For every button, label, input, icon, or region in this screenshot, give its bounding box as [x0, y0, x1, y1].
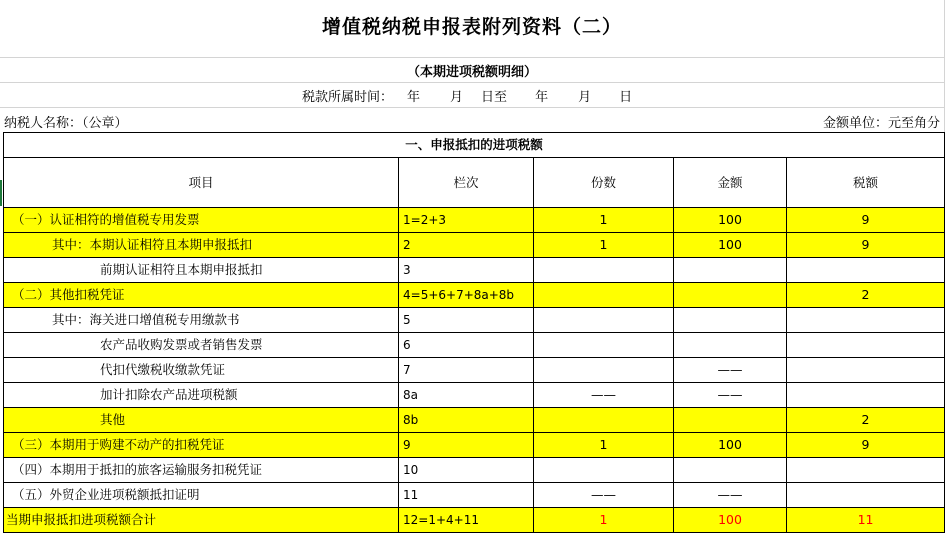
cell-tax[interactable]: 9 [787, 433, 945, 458]
period-month: 月 [450, 90, 464, 105]
cell-line[interactable]: 9 [399, 433, 534, 458]
cell-item[interactable]: 代扣代缴税收缴款凭证 [4, 358, 399, 383]
cell-line[interactable]: 4=5+6+7+8a+8b [399, 283, 534, 308]
cell-count[interactable] [534, 408, 674, 433]
header-row [4, 158, 945, 208]
tax-period [302, 86, 632, 105]
cell-line[interactable]: 7 [399, 358, 534, 383]
grid-line [944, 0, 945, 132]
cell-amount[interactable] [674, 283, 787, 308]
cell-count[interactable]: 1 [534, 508, 674, 533]
form-subtitle: （本期进项税额明细） [406, 65, 537, 80]
cell-count[interactable] [534, 358, 674, 383]
cell-item[interactable]: （三）本期用于购建不动产的扣税凭证 [4, 433, 399, 458]
table-row [4, 208, 945, 233]
period-day-2: 日 [619, 90, 633, 105]
cell-line[interactable]: 8a [399, 383, 534, 408]
header-count[interactable]: 份数 [534, 158, 674, 208]
table-row [4, 258, 945, 283]
cell-amount[interactable]: 100 [674, 233, 787, 258]
table-row [4, 383, 945, 408]
table-row [4, 433, 945, 458]
period-year: 年 [407, 90, 421, 105]
cell-tax[interactable] [787, 358, 945, 383]
header-amount[interactable]: 金额 [674, 158, 787, 208]
cell-count[interactable]: —— [534, 483, 674, 508]
cell-tax[interactable]: 2 [787, 283, 945, 308]
table-row [4, 508, 945, 533]
cell-count[interactable] [534, 458, 674, 483]
table-row [4, 458, 945, 483]
cell-line[interactable]: 12=1+4+11 [399, 508, 534, 533]
cell-item[interactable]: 当期申报抵扣进项税额合计 [4, 508, 399, 533]
header-item[interactable]: 项目 [4, 158, 399, 208]
cell-tax[interactable] [787, 258, 945, 283]
cell-line[interactable]: 5 [399, 308, 534, 333]
grid-line [0, 107, 944, 108]
cell-tax[interactable] [787, 383, 945, 408]
cell-count[interactable]: 1 [534, 233, 674, 258]
table-row [4, 233, 945, 258]
cell-amount[interactable] [674, 308, 787, 333]
cell-count[interactable]: 1 [534, 433, 674, 458]
cell-count[interactable]: 1 [534, 208, 674, 233]
cell-item[interactable]: 其中：海关进口增值税专用缴款书 [4, 308, 399, 333]
cell-tax[interactable] [787, 333, 945, 358]
selection-marker [0, 180, 2, 206]
period-year-2: 年 [535, 90, 549, 105]
cell-count[interactable] [534, 283, 674, 308]
form-title: 增值税纳税申报表附列资料（二） [321, 16, 622, 38]
period-day-to: 日至 [481, 90, 508, 105]
cell-amount[interactable] [674, 258, 787, 283]
cell-tax[interactable]: 2 [787, 408, 945, 433]
cell-item[interactable]: 加计扣除农产品进项税额 [4, 383, 399, 408]
cell-amount[interactable]: 100 [674, 433, 787, 458]
table-row [4, 283, 945, 308]
cell-item[interactable]: （二）其他扣税凭证 [4, 283, 399, 308]
cell-count[interactable] [534, 308, 674, 333]
cell-line[interactable]: 10 [399, 458, 534, 483]
grid-line [0, 82, 944, 83]
cell-line[interactable]: 6 [399, 333, 534, 358]
cell-amount[interactable] [674, 458, 787, 483]
cell-amount[interactable]: 100 [674, 208, 787, 233]
period-month-2: 月 [578, 90, 592, 105]
cell-line[interactable]: 11 [399, 483, 534, 508]
cell-item[interactable]: 其他 [4, 408, 399, 433]
grid-line [0, 57, 944, 58]
section-title[interactable]: 一、申报抵扣的进项税额 [4, 133, 945, 158]
input-tax-table [3, 132, 945, 533]
header-line[interactable]: 栏次 [399, 158, 534, 208]
cell-tax[interactable]: 11 [787, 508, 945, 533]
cell-amount[interactable] [674, 333, 787, 358]
cell-tax[interactable] [787, 458, 945, 483]
cell-tax[interactable]: 9 [787, 233, 945, 258]
table-row [4, 483, 945, 508]
cell-item[interactable]: （五）外贸企业进项税额抵扣证明 [4, 483, 399, 508]
cell-line[interactable]: 3 [399, 258, 534, 283]
cell-item[interactable]: 前期认证相符且本期申报抵扣 [4, 258, 399, 283]
cell-tax[interactable]: 9 [787, 208, 945, 233]
table-row [4, 333, 945, 358]
cell-count[interactable]: —— [534, 383, 674, 408]
cell-item[interactable]: （一）认证相符的增值税专用发票 [4, 208, 399, 233]
cell-tax[interactable] [787, 483, 945, 508]
period-label: 税款所属时间： [302, 90, 394, 105]
cell-tax[interactable] [787, 308, 945, 333]
amount-unit-label: 金额单位：元至角分 [822, 116, 940, 131]
cell-line[interactable]: 1=2+3 [399, 208, 534, 233]
cell-item[interactable]: （四）本期用于抵扣的旅客运输服务扣税凭证 [4, 458, 399, 483]
cell-count[interactable] [534, 258, 674, 283]
cell-amount[interactable]: —— [674, 483, 787, 508]
section-row [4, 133, 945, 158]
header-tax[interactable]: 税额 [787, 158, 945, 208]
table-row [4, 408, 945, 433]
cell-item[interactable]: 农产品收购发票或者销售发票 [4, 333, 399, 358]
cell-item[interactable]: 其中：本期认证相符且本期申报抵扣 [4, 233, 399, 258]
table-row [4, 358, 945, 383]
cell-amount[interactable]: —— [674, 383, 787, 408]
cell-amount[interactable]: —— [674, 358, 787, 383]
cell-count[interactable] [534, 333, 674, 358]
cell-line[interactable]: 8b [399, 408, 534, 433]
taxpayer-name-label: 纳税人名称：（公章） [4, 116, 128, 131]
cell-amount[interactable]: 100 [674, 508, 787, 533]
cell-line[interactable]: 2 [399, 233, 534, 258]
table-row [4, 308, 945, 333]
cell-amount[interactable] [674, 408, 787, 433]
